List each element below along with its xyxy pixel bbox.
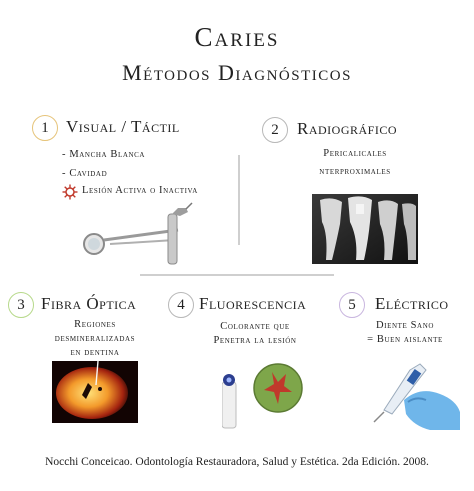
method-2-number: 2 <box>262 117 288 143</box>
method-2-item-1: Pericalicales <box>323 148 387 159</box>
horizontal-divider <box>140 274 334 276</box>
page-title: Caries <box>194 22 280 52</box>
fluorescence-image <box>222 360 304 430</box>
method-1-item-2: - Cavidad <box>62 168 108 179</box>
method-1-item-3: Lesión Activa o Inactiva <box>82 185 198 196</box>
method-5-item-1: Diente Sano <box>375 320 435 331</box>
method-3-item-2: desmineralizadas <box>54 333 136 344</box>
method-3-title: Fibra Óptica <box>41 294 137 313</box>
lesion-star-icon <box>62 184 78 200</box>
method-5-title: Eléctrico <box>375 294 449 313</box>
method-5-number: 5 <box>339 292 365 318</box>
method-3-number: 3 <box>8 292 34 318</box>
method-4-item-2: Penetra la lesión <box>213 335 297 346</box>
method-2-title: Radiográfico <box>297 119 398 138</box>
method-4-title: Fluorescencia <box>199 294 307 313</box>
method-3-item-3: en dentina <box>70 347 120 358</box>
method-4-number: 4 <box>168 292 194 318</box>
method-4-item-1: Colorante que <box>220 321 290 332</box>
method-5-item-2: = Buen aislante <box>367 334 443 345</box>
method-2-item-2: nterproximales <box>319 166 391 177</box>
dental-instruments-image <box>80 200 200 268</box>
fiber-optic-image <box>52 361 138 423</box>
method-1-item-1: - Mancha Blanca <box>62 149 146 160</box>
page-subtitle: Métodos Diagnósticos <box>122 60 352 85</box>
xray-image <box>312 194 418 264</box>
method-3-item-1: Regiones <box>74 319 116 330</box>
method-1-title: Visual / Táctil <box>66 117 180 136</box>
citation: Nocchi Conceicao. Odontología Restauradora, Salud y Estética. 2da Edición. 2008. <box>45 456 429 468</box>
method-1-number: 1 <box>32 115 58 141</box>
electric-device-image <box>370 356 462 430</box>
vertical-divider <box>238 155 240 245</box>
